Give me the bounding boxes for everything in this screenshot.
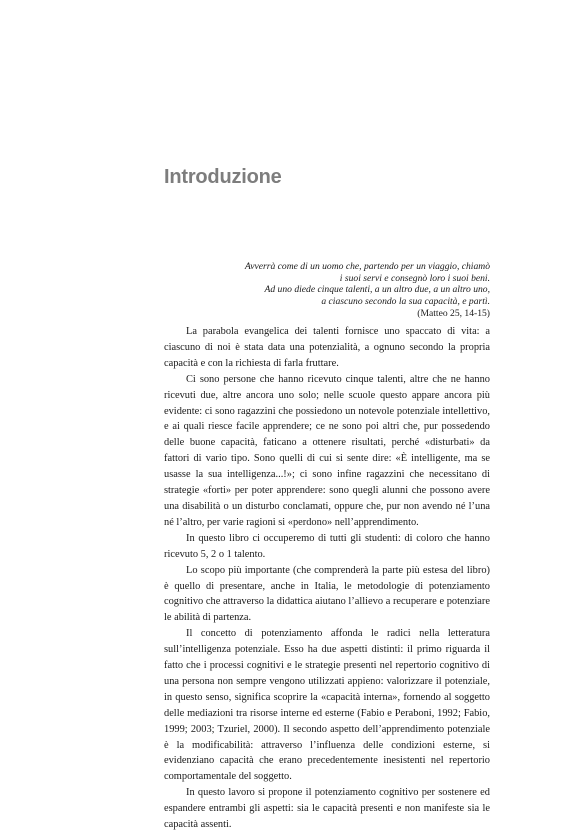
paragraph: Il concetto di potenziamento affonda le radici nella letteratura sull’intelligenza potenziale. Esso ha due aspetti distinti: il primo riguarda il fatto che i processi cognitivi e le strategie presenti nel repertorio cognitivo di una persona non sempre vengono utilizzati appieno: valorizzare il potenziale, in questo senso, significa scoprire la «capacità interna», fornendo al soggetto delle mediazioni tra risorse interne ed esterne (Fabio e Peraboni, 1992; Fabio, 1999; 2003; Tzuriel, 2000). Il secondo aspetto dell’apprendimento potenziale è la modificabilità: attraverso l’influenza delle condizioni esterne, si evidenziano capacità che erano precedentemente inesistenti nel repertorio comportamentale del soggetto.	[164, 628, 490, 783]
epigraph-line: a ciascuno secondo la sua capacità, e partì.	[321, 295, 490, 307]
paragraph: In questo libro ci occuperemo di tutti gli studenti: di coloro che hanno ricevuto 5, 2 o 1 talento.	[164, 532, 490, 560]
paragraph: Ci sono persone che hanno ricevuto cinque talenti, altre che ne hanno ricevuti due, altre ancora uno solo; nelle scuole questo appare ancora più evidente: ci sono ragazzini che possiedono un notevole potenziale intellettivo, e ai quali riesce facile apprendere; ce ne sono poi altri che, pur possedendo delle buone capacità, faticano a ottenere risultati, perché «disturbati» da fattori di vario tipo. Sono quelli di cui si sente dire: «È intelligente, ma se usasse la sua intelligenza...!»; ci sono infine ragazzini che necessitano di strategie «forti» per poter apprendere: sono quegli alunni che possono avere una disabilità o un disturbo conclamati, oppure che, pur non avendo né l’una né l’altro, per varie ragioni si «perdono» nell’apprendimento.	[164, 373, 490, 528]
paragraph: Lo scopo più importante (che comprenderà la parte più estesa del libro) è quello di presentare, anche in Italia, le metodologie di potenziamento cognitivo che attraverso la didattica aiutano l’allievo a recuperare e potenziare le abilità di partenza.	[164, 564, 490, 624]
paragraph: La parabola evangelica dei talenti fornisce uno spaccato di vita: a ciascuno di noi è stata data una potenzialità, a ognuno secondo la propria capacità e con la richiesta di farla fruttare.	[164, 326, 490, 369]
body-text	[164, 324, 490, 833]
epigraph-line: Ad uno diede cinque talenti, a un altro due, a un altro uno,	[264, 284, 490, 295]
epigraph	[160, 261, 490, 320]
chapter-title: Introduzione	[164, 166, 282, 188]
epigraph-line: Avverrà come di un uomo che, partendo per un viaggio, chiamò	[244, 261, 490, 272]
epigraph-line: i suoi servi e consegnò loro i suoi beni.	[339, 272, 490, 284]
paragraph: In questo lavoro si propone il potenziamento cognitivo per sostenere ed espandere entrambi gli aspetti: sia le capacità presenti e non manifeste sia le capacità assenti.	[164, 787, 490, 831]
epigraph-source: (Matteo 25, 14-15)	[417, 308, 490, 319]
